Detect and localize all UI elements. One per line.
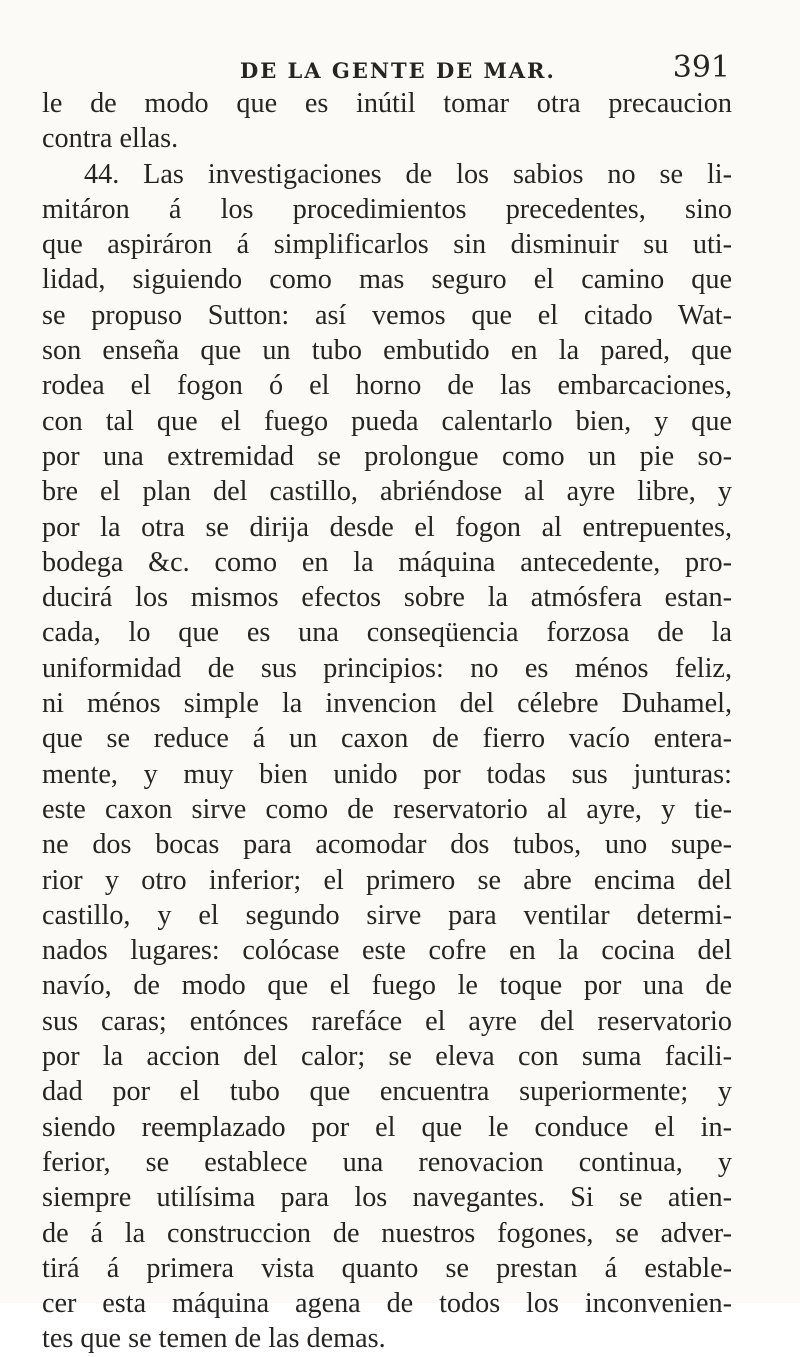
text-line: ne dos bocas para acomodar dos tubos, uno supe- [42, 829, 732, 861]
text-line: ferior, se establece una renovacion continua, y [42, 1146, 732, 1178]
text-line: rodea el fogon ó el horno de las embarcaciones, [42, 370, 732, 402]
text-line: castillo, y el segundo sirve para ventilar determi- [42, 899, 732, 931]
running-head: DE LA GENTE DE MAR. [240, 58, 556, 83]
text-line: que aspiráron á simplificarlos sin disminuir su uti- [42, 229, 732, 261]
page-header [40, 48, 730, 88]
text-line: cada, lo que es una conseqüencia forzosa de la [42, 617, 732, 649]
text-line: siendo reemplazado por el que le conduce el in- [42, 1111, 732, 1143]
text-line: dad por el tubo que encuentra superiormente; y [42, 1076, 732, 1108]
text-line: se propuso Sutton: así vemos que el citado Wat- [42, 299, 732, 331]
text-line: que se reduce á un caxon de fierro vacío entera- [42, 723, 732, 755]
text-line: uniformidad de sus principios: no es ménos feliz, [42, 652, 732, 684]
text-line: sus caras; entónces rarefáce el ayre del reservatorio [42, 1005, 732, 1037]
text-line: siempre utilísima para los navegantes. Si se atien- [42, 1182, 732, 1214]
text-line: de á la construccion de nuestros fogones, se adver- [42, 1217, 732, 1249]
text-line: por la otra se dirija desde el fogon al entrepuentes, [42, 511, 732, 543]
text-line: contra ellas. [42, 123, 179, 155]
text-line: este caxon sirve como de reservatorio al ayre, y tie- [42, 793, 732, 825]
text-line: navío, de modo que el fuego le toque por una de [42, 970, 732, 1002]
body-text [42, 86, 732, 1357]
text-line: con tal que el fuego pueda calentarlo bien, y que [42, 405, 732, 437]
paragraph-start-line: 44. Las investigaciones de los sabios no se li- [84, 158, 732, 190]
text-line: nados lugares: colócase este cofre en la cocina del [42, 935, 732, 967]
text-line: le de modo que es inútil tomar otra precaucion [42, 88, 732, 119]
text-line: ni ménos simple la invencion del célebre Duhamel, [42, 688, 732, 720]
text-line: por una extremidad se prolongue como un pie so- [42, 440, 732, 472]
text-line: ducirá los mismos efectos sobre la atmósfera estan- [42, 582, 732, 614]
text-line: tes que se temen de las demas. [42, 1323, 386, 1355]
text-line: rior y otro inferior; el primero se abre encima del [42, 864, 732, 896]
text-line: por la accion del calor; se eleva con suma facili- [42, 1041, 732, 1073]
text-line: bodega &c. como en la máquina antecedente, pro- [42, 546, 732, 578]
text-line: cer esta máquina agena de todos los inconvenien- [42, 1288, 732, 1320]
text-line: son enseña que un tubo embutido en la pared, que [42, 335, 732, 367]
text-line: lidad, siguiendo como mas seguro el camino que [42, 264, 732, 296]
text-line: bre el plan del castillo, abriéndose al ayre libre, y [42, 476, 732, 508]
text-line: mitáron á los procedimientos precedentes, sino [42, 193, 732, 225]
text-line: tirá á primera vista quanto se prestan á estable- [42, 1252, 732, 1284]
text-line: mente, y muy bien unido por todas sus junturas: [42, 758, 732, 790]
page-number: 391 [672, 50, 730, 85]
